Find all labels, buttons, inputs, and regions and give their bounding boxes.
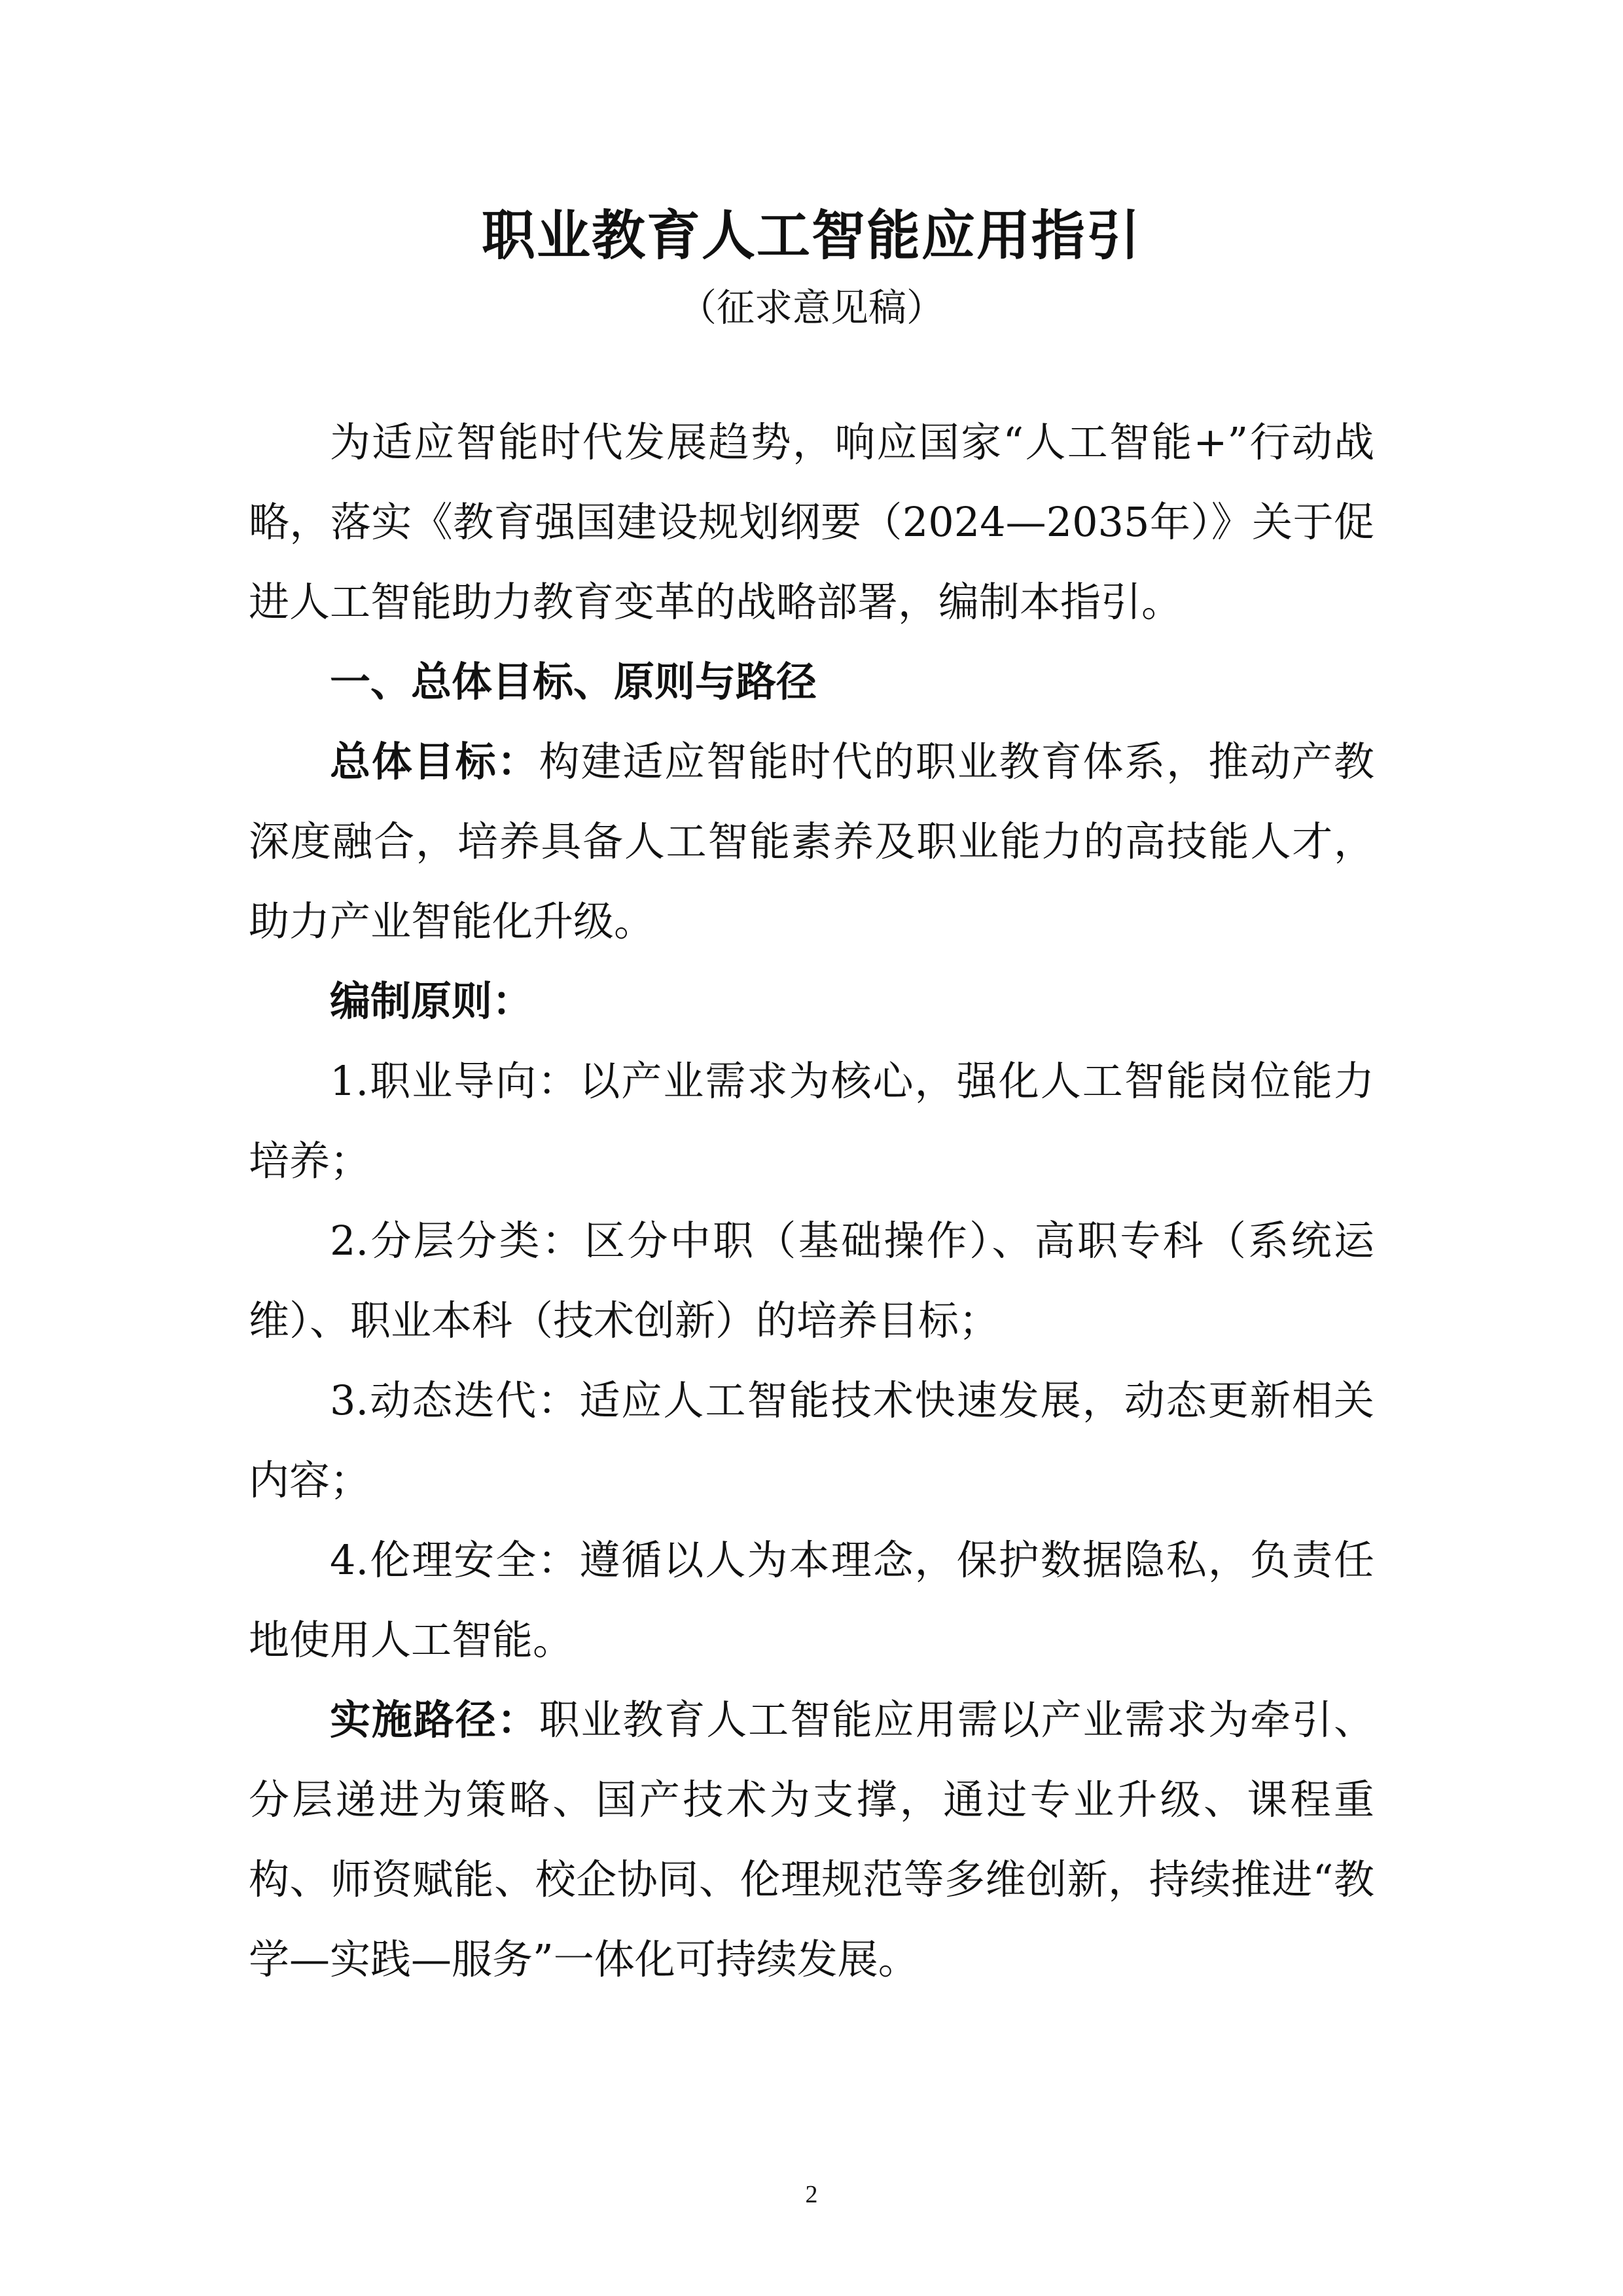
goal-label: 总体目标：	[330, 738, 539, 785]
intro-paragraph: 为适应智能时代发展趋势，响应国家“人工智能+”行动战略，落实《教育强国建设规划纲要（2024—2035年）》关于促进人工智能助力教育变革的战略部署，编制本指引。	[249, 418, 1374, 626]
principles-label: 编制原则：	[330, 977, 533, 1025]
principle-item-2: 2.分层分类：区分中职（基础操作）、高职专科（系统运维）、职业本科（技术创新）的培养目标；	[249, 1217, 1374, 1344]
document-subtitle: （征求意见稿）	[678, 285, 944, 330]
goal-paragraph	[249, 722, 1374, 961]
document-body	[249, 403, 1374, 2000]
section-heading: 一、总体目标、原则与路径	[330, 658, 817, 706]
path-paragraph	[249, 1680, 1374, 2000]
goal-text: 构建适应智能时代的职业教育体系，推动产教深度融合，培养具备人工智能素养及职业能力的高技能人才，助力产业智能化升级。	[249, 738, 1374, 945]
principle-item-1: 1.职业导向：以产业需求为核心，强化人工智能岗位能力培养；	[249, 1057, 1374, 1185]
principle-item-3: 3.动态迭代：适应人工智能技术快速发展，动态更新相关内容；	[249, 1376, 1374, 1504]
page-number: 2	[805, 2181, 818, 2208]
document-title: 职业教育人工智能应用指引	[481, 204, 1141, 267]
path-label: 实施路径：	[330, 1696, 539, 1744]
path-text: 职业教育人工智能应用需以产业需求为牵引、分层递进为策略、国产技术为支撑，通过专业升级、课程重构、师资赋能、校企协同、伦理规范等多维创新，持续推进“教学—实践—服务”一体化可持续发展。	[249, 1696, 1374, 1983]
principle-item-4: 4.伦理安全：遵循以人为本理念，保护数据隐私，负责任地使用人工智能。	[249, 1536, 1374, 1664]
